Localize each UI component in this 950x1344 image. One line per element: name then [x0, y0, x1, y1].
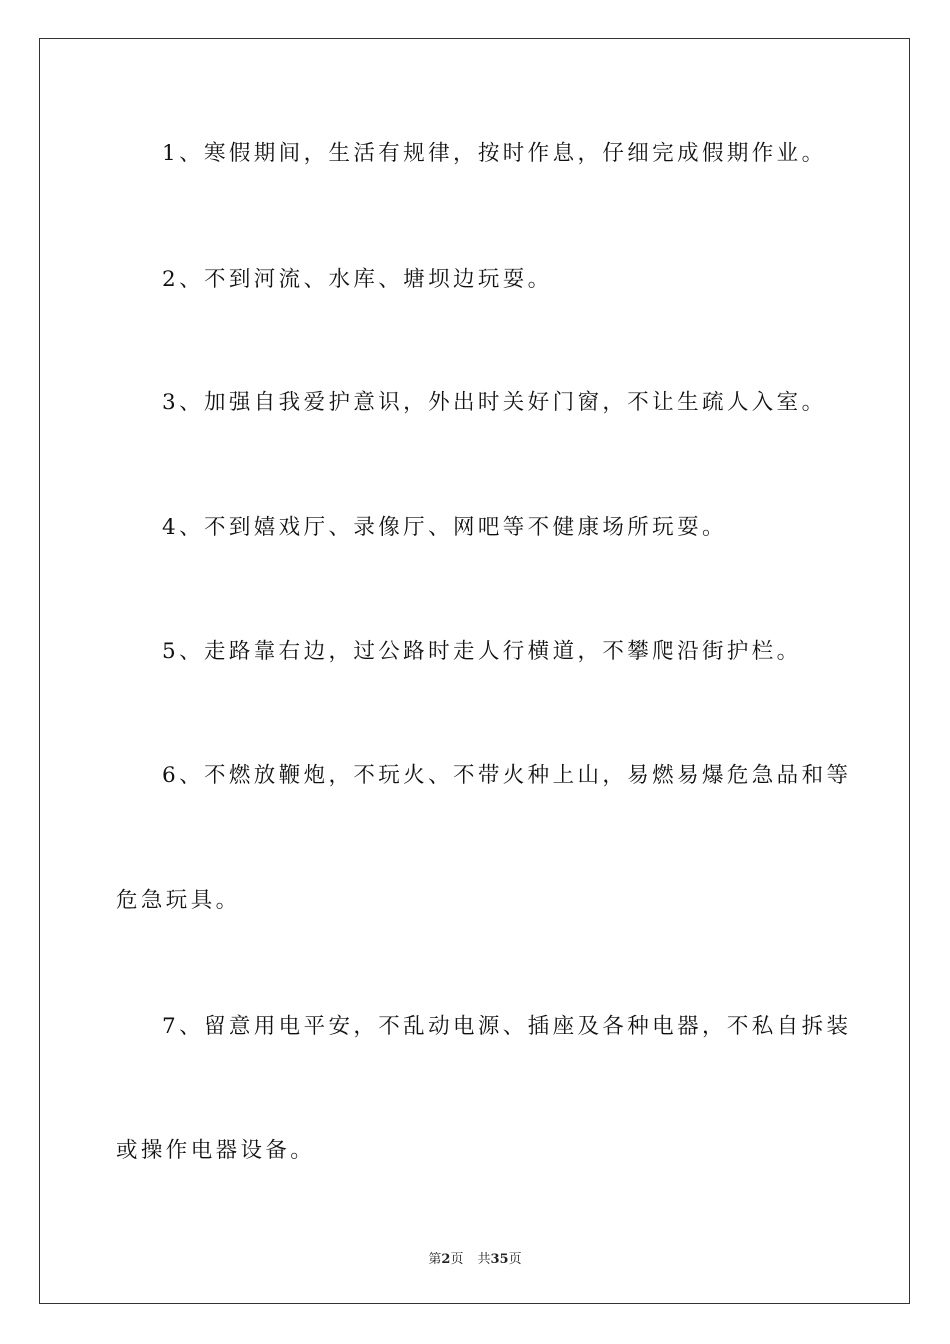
page-suffix: 页	[450, 1252, 464, 1267]
paragraph-line: 7、留意用电平安，不乱动电源、插座及各种电器，不私自拆装	[162, 1014, 852, 1039]
total-suffix: 页	[508, 1252, 522, 1267]
page-prefix: 第	[428, 1252, 442, 1267]
page-number: 2	[441, 1252, 451, 1267]
paragraph-line: 5、走路靠右边，过公路时走人行横道，不攀爬沿街护栏。	[162, 639, 802, 664]
paragraph-line: 1、寒假期间，生活有规律，按时作息，仔细完成假期作业。	[162, 141, 827, 166]
paragraph-line: 或操作电器设备。	[116, 1138, 316, 1163]
paragraph-line: 6、不燃放鞭炮，不玩火、不带火种上山，易燃易爆危急品和等	[162, 763, 852, 788]
total-prefix: 共	[477, 1252, 491, 1267]
paragraph-line: 3、加强自我爱护意识，外出时关好门窗，不让生疏人入室。	[162, 390, 827, 415]
paragraph-line: 2、不到河流、水库、塘坝边玩耍。	[162, 267, 553, 292]
page-footer	[0, 1248, 950, 1267]
paragraph-line: 危急玩具。	[116, 888, 241, 913]
page-border	[39, 38, 910, 1304]
total-pages: 35	[490, 1252, 509, 1267]
paragraph-line: 4、不到嬉戏厅、录像厅、网吧等不健康场所玩耍。	[162, 515, 727, 540]
